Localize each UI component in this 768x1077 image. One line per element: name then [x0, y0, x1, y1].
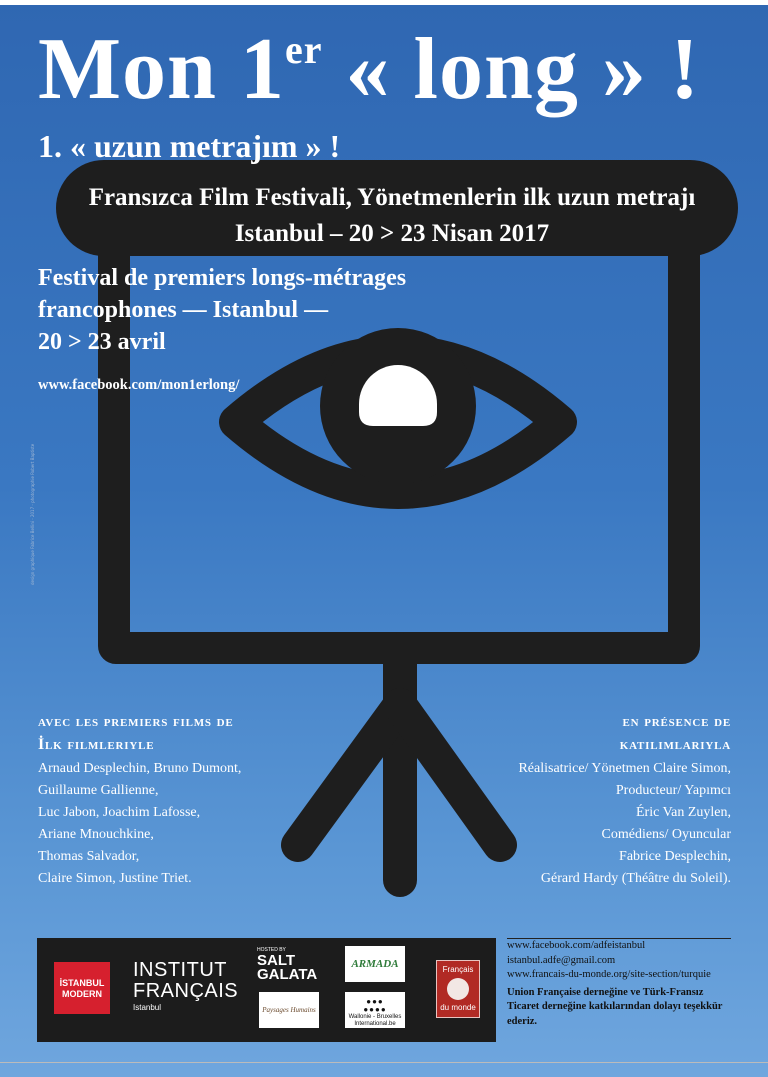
- salt-galata-logo[interactable]: HOSTED BY SALT GALATA: [257, 947, 318, 983]
- director-name: Claire Simon, Justine Triet.: [38, 871, 192, 886]
- guests-column: [428, 710, 731, 890]
- sponsor-logo-band: [37, 938, 496, 1042]
- guests-heading-fr: en présence de: [622, 713, 731, 730]
- guest-name: Réalisatrice/ Yönetmen Claire Simon,: [518, 761, 731, 776]
- wallonie-bruxelles-logo[interactable]: ●●● ●●●● Wallonie - Bruxelles International.be: [345, 992, 405, 1028]
- istanbul-modern-logo[interactable]: İSTANBUL MODERN: [54, 962, 110, 1014]
- institut-francais-logo[interactable]: INSTITUT FRANÇAIS Istanbul: [133, 959, 239, 1012]
- films-heading-tr: İlk filmleriyle: [38, 736, 155, 753]
- guest-name: Producteur/ Yapımcı: [615, 783, 731, 798]
- guest-name: Éric Van Zuylen,: [636, 805, 731, 820]
- contact-info: [507, 939, 735, 1029]
- turkish-info-text: Fransızca Film Festivali, Yönetmenlerin ilk uzun metrajı Istanbul – 20 > 23 Nisan 2017: [88, 184, 696, 247]
- director-name: Arnaud Desplechin, Bruno Dumont,: [38, 761, 242, 776]
- guest-name: Gérard Hardy (Théâtre du Soleil).: [540, 871, 731, 886]
- guest-name: Fabrice Desplechin,: [619, 849, 731, 864]
- guest-name: Comédiens/ Oyuncular: [601, 827, 731, 842]
- director-name: Ariane Mnouchkine,: [38, 827, 154, 842]
- thanks-text: Union Française derneğine ve Türk-Fransız Ticaret derneğine katkılarından dolayı teşekkür ederiz.: [507, 986, 723, 1027]
- poster-title: Mon 1er « long » !: [38, 21, 701, 118]
- poster-subtitle: 1. « uzun metrajım » !: [38, 128, 341, 164]
- crop-mark: [0, 0, 768, 5]
- armada-logo[interactable]: ARMADA: [345, 946, 405, 982]
- contact-facebook-link[interactable]: www.facebook.com/adfeistanbul: [507, 940, 646, 951]
- films-column: [38, 710, 338, 890]
- director-name: Thomas Salvador,: [38, 849, 140, 864]
- paysages-humains-logo[interactable]: Paysages Humains: [259, 992, 319, 1028]
- contact-email-link[interactable]: istanbul.adfe@gmail.com: [507, 954, 616, 966]
- guests-heading-tr: katılımlarıyla: [619, 736, 731, 753]
- director-name: Guillaume Gallienne,: [38, 783, 159, 798]
- design-credit: design graphique Fabrice Bellini - 2017 - photographie Robert Baptiste: [30, 443, 35, 585]
- french-info-text: Festival de premiers longs-métrages francophones — Istanbul — 20 > 23 avril: [38, 265, 407, 355]
- francais-du-monde-logo[interactable]: Français du monde: [436, 960, 480, 1018]
- director-name: Luc Jabon, Joachim Lafosse,: [38, 805, 201, 820]
- contact-website-link[interactable]: www.francais-du-monde.org/site-section/turquie: [507, 969, 711, 980]
- films-heading-fr: avec les premiers films de: [38, 713, 234, 730]
- facebook-link[interactable]: www.facebook.com/mon1erlong/: [38, 377, 240, 393]
- crop-mark: [0, 1062, 768, 1063]
